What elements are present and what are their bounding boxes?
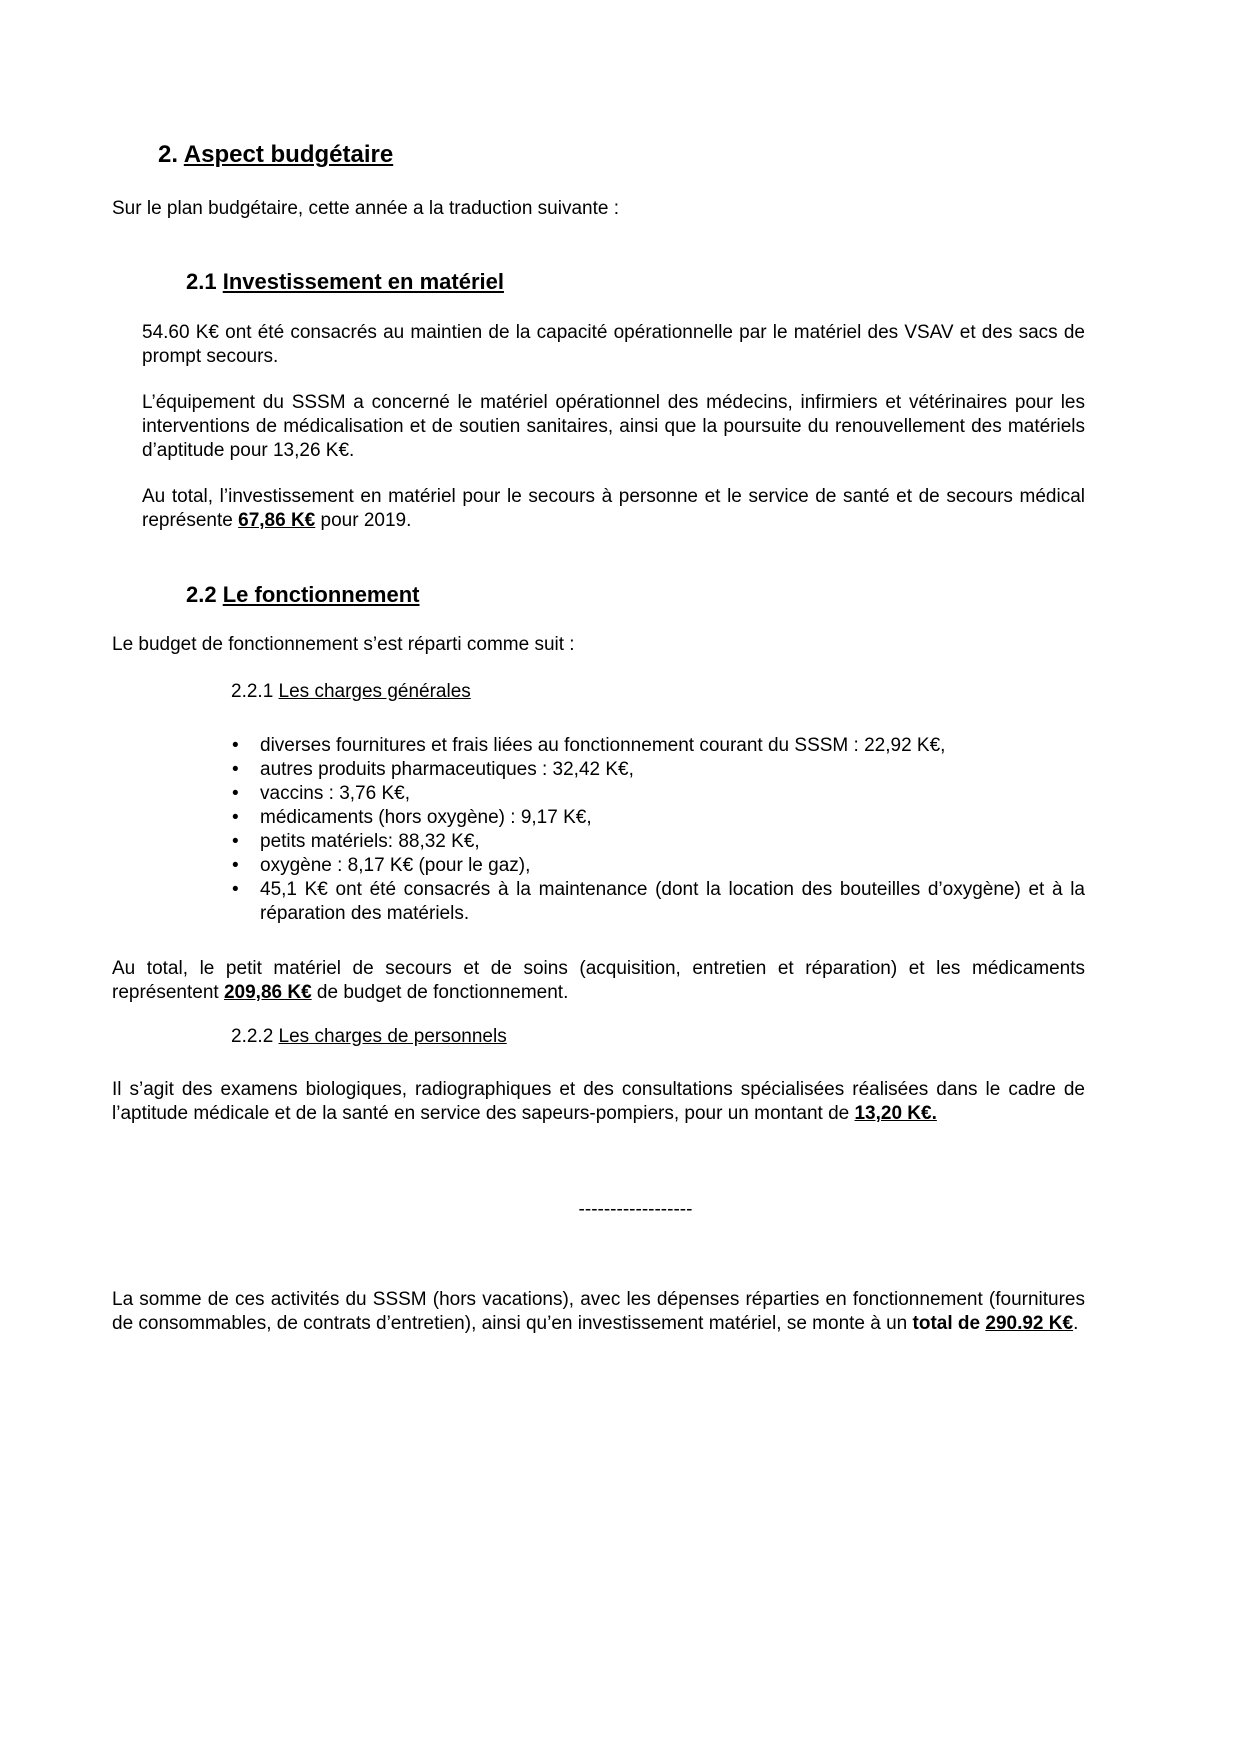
list-item: • petits matériels: 88,32 K€, (228, 830, 1085, 854)
subsection-number: 2.1 (186, 269, 217, 294)
charges-generales-total-paragraph (112, 957, 1085, 1005)
list-item: • diverses fournitures et frais liées au fonctionnement courant du SSSM : 22,92 K€, (228, 734, 1085, 758)
intro-paragraph: Sur le plan budgétaire, cette année a la traduction suivante : (112, 198, 620, 219)
subsubsection-heading-charges-generales (231, 680, 471, 704)
subsection-number: 2.2 (186, 582, 217, 607)
list-item: • vaccins : 3,76 K€, (228, 782, 1085, 806)
section-heading (158, 140, 393, 170)
conclusion-text: La somme de ces activités du SSSM (hors vacations), avec les dépenses réparties en fonctionnement (fournitures de consommables, de contrats d’entretien), ainsi qu’en investissement matériel, se monte à un (112, 1289, 1085, 1334)
investissement-total-amount: 67,86 K€ (238, 510, 316, 531)
subsubsection-number: 2.2.2 (231, 1026, 274, 1047)
conclusion-period: . (1073, 1313, 1079, 1334)
subsection-heading-investissement (186, 268, 504, 296)
subsection-title: Le fonctionnement (222, 582, 420, 607)
list-item: • médicaments (hors oxygène) : 9,17 K€, (228, 806, 1085, 830)
investissement-paragraph-1: 54.60 K€ ont été consacrés au maintien de la capacité opérationnelle par le matériel des VSAV et des sacs de prompt secours. (142, 322, 1085, 367)
charges-personnels-text: Il s’agit des examens biologiques, radiographiques et des consultations spécialisées réalisées dans le cadre de l’aptitude médicale et de la santé en service des sapeurs-pompiers, pour un montant de (112, 1079, 1085, 1124)
fonctionnement-intro: Le budget de fonctionnement s’est réparti comme suit : (112, 634, 575, 655)
subsubsection-title: Les charges de personnels (278, 1026, 507, 1047)
subsubsection-heading-charges-personnels (231, 1025, 507, 1049)
investissement-total-year: pour 2019. (315, 510, 412, 531)
subsubsection-number: 2.2.1 (231, 681, 274, 702)
section-title: Aspect budgétaire (183, 141, 394, 168)
list-item: • autres produits pharmaceutiques : 32,42 K€, (228, 758, 1085, 782)
charges-generales-total-suffix: de budget de fonctionnement. (311, 982, 569, 1003)
investissement-total-text: Au total, l’investissement en matériel pour le secours à personne et le service de santé et de secours médical représente (142, 486, 1085, 531)
subsubsection-title: Les charges générales (278, 681, 471, 702)
charges-personnels-paragraph (112, 1078, 1085, 1126)
section-number: 2. (158, 141, 179, 168)
list-item: • 45,1 K€ ont été consacrés à la maintenance (dont la location des bouteilles d’oxygène) et à la réparation des matériels. (228, 878, 1085, 926)
investissement-paragraph-2: L’équipement du SSSM a concerné le matériel opérationnel des médecins, infirmiers et vétérinaires pour les interventions de médicalisation et de soutien sanitaires, ainsi que la poursuite du renouvellement des matériels d’aptitude pour 13,26 K€. (142, 392, 1085, 461)
conclusion-total-label: total de (912, 1313, 986, 1334)
list-item: • oxygène : 8,17 K€ (pour le gaz), (228, 854, 1085, 878)
subsection-title: Investissement en matériel (222, 269, 504, 294)
subsection-heading-fonctionnement (186, 581, 420, 609)
separator-line: ------------------ (578, 1199, 693, 1220)
conclusion-paragraph (112, 1288, 1085, 1336)
conclusion-total-amount: 290.92 K€ (985, 1313, 1074, 1334)
investissement-paragraph-3 (142, 485, 1085, 533)
charges-personnels-amount: 13,20 K€. (854, 1103, 937, 1124)
charges-generales-total-text: Au total, le petit matériel de secours et de soins (acquisition, entretien et réparation) et les médicaments représentent (112, 958, 1085, 1003)
charges-generales-total-amount: 209,86 K€ (223, 982, 312, 1003)
charges-generales-list (228, 734, 1085, 926)
